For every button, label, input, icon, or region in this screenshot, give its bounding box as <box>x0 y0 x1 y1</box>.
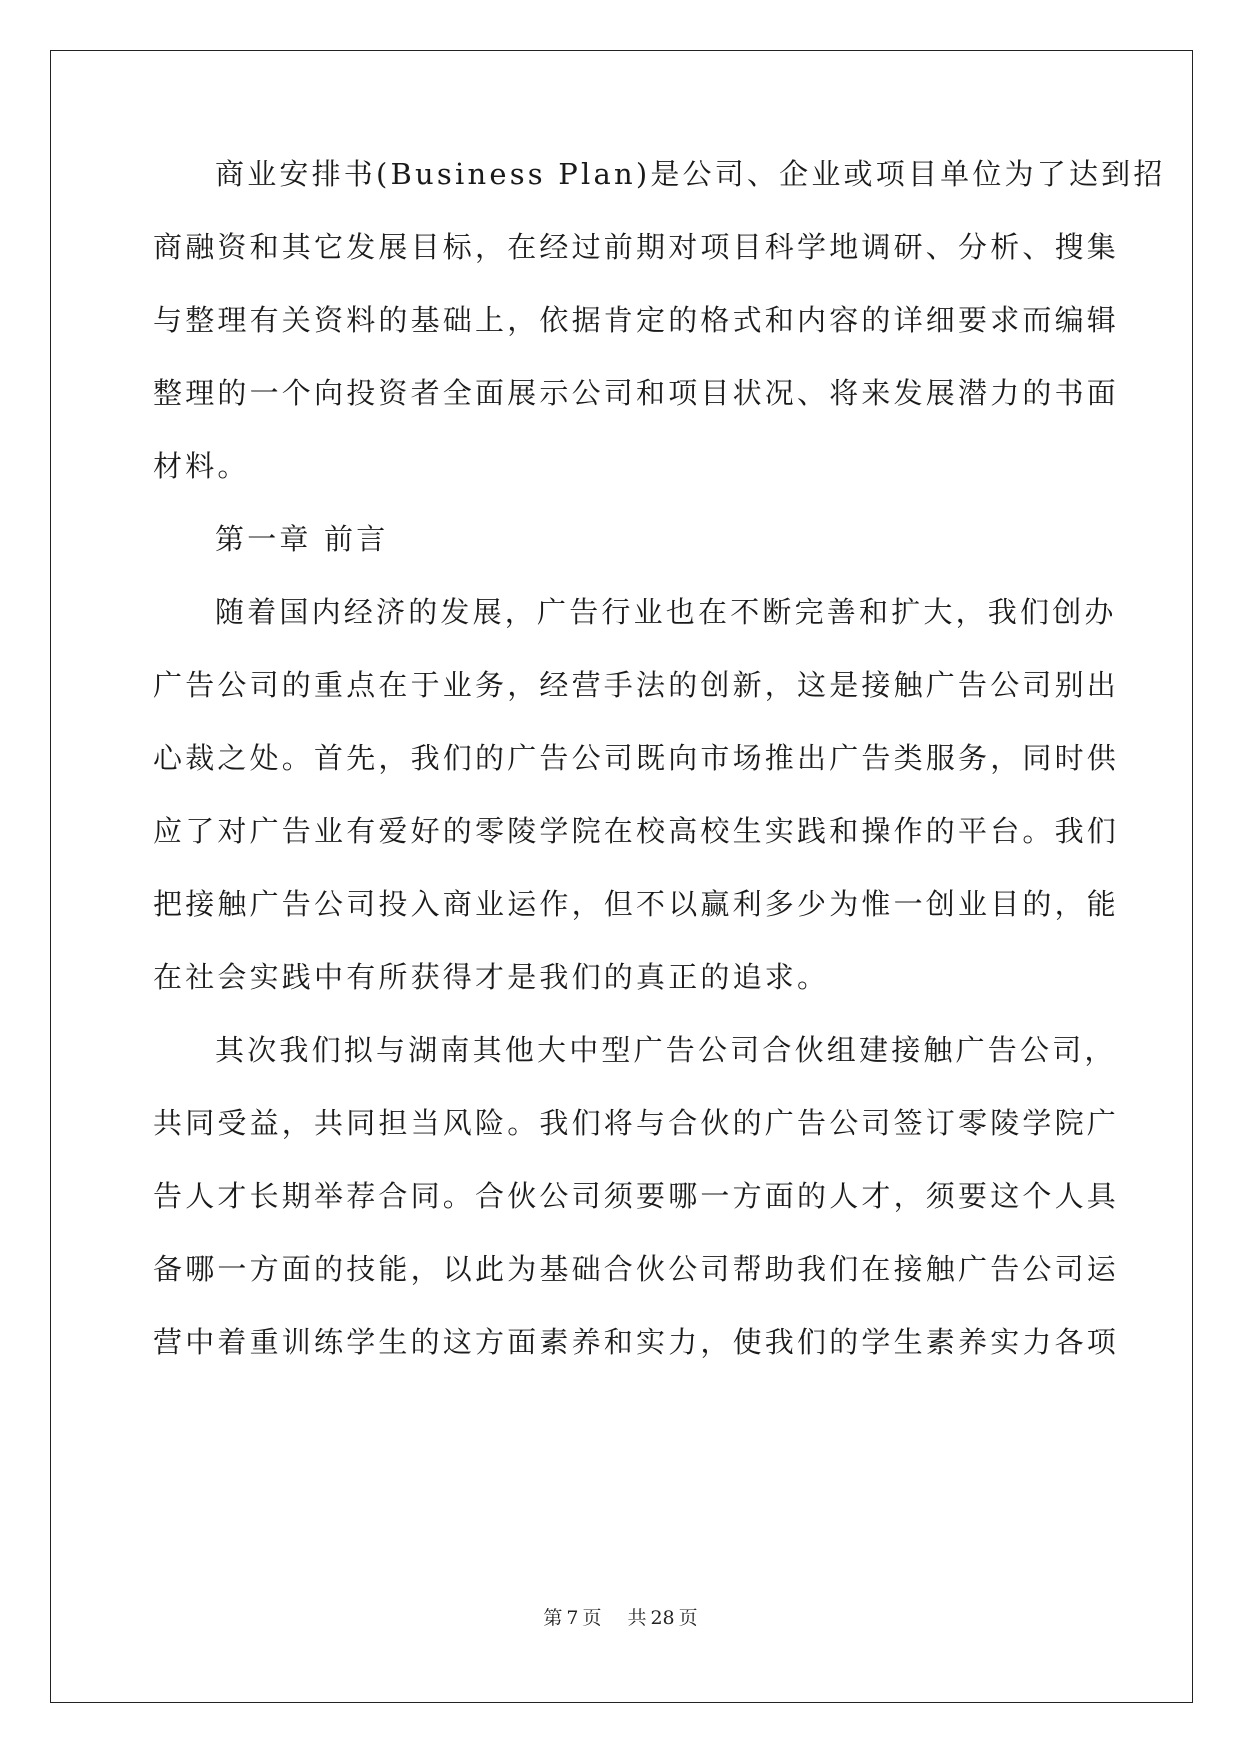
paragraph-line: 心裁之处。首先，我们的广告公司既向市场推出广告类服务，同时供 <box>153 741 1120 775</box>
paragraph-line: 应了对广告业有爱好的零陵学院在校高校生实践和操作的平台。我们 <box>153 814 1120 848</box>
paragraph-line: 商业安排书(Business Plan)是公司、企业或项目单位为了达到招 <box>215 157 1166 191</box>
paragraph-line: 共同受益，共同担当风险。我们将与合伙的广告公司签订零陵学院广 <box>153 1106 1120 1140</box>
paragraph-line: 与整理有关资料的基础上，依据肯定的格式和内容的详细要求而编辑 <box>153 303 1120 337</box>
page-footer <box>0 1606 1241 1630</box>
paragraph-line: 其次我们拟与湖南其他大中型广告公司合伙组建接触广告公司， <box>215 1033 1117 1067</box>
paragraph-line: 材料。 <box>153 449 250 483</box>
paragraph-line: 在社会实践中有所获得才是我们的真正的追求。 <box>153 960 830 994</box>
paragraph-line: 把接触广告公司投入商业运作，但不以赢利多少为惟一创业目的，能 <box>153 887 1120 921</box>
paragraph-line: 整理的一个向投资者全面展示公司和项目状况、将来发展潜力的书面 <box>153 376 1120 410</box>
paragraph-line: 营中着重训练学生的这方面素养和实力，使我们的学生素养实力各项 <box>153 1325 1120 1359</box>
paragraph-line: 广告公司的重点在于业务，经营手法的创新，这是接触广告公司别出 <box>153 668 1120 702</box>
page-border <box>50 50 1193 1703</box>
paragraph-line: 商融资和其它发展目标，在经过前期对项目科学地调研、分析、搜集 <box>153 230 1120 264</box>
total-label-prefix: 共 <box>627 1607 647 1629</box>
total-label-suffix: 页 <box>678 1607 698 1629</box>
page-label-suffix: 页 <box>582 1607 602 1629</box>
paragraph-line: 备哪一方面的技能，以此为基础合伙公司帮助我们在接触广告公司运 <box>153 1252 1120 1286</box>
paragraph-line: 告人才长期举荐合同。合伙公司须要哪一方面的人才，须要这个人具 <box>153 1179 1120 1213</box>
chapter-heading: 第一章 前言 <box>215 522 389 556</box>
total-pages: 28 <box>650 1607 675 1629</box>
paragraph-line: 随着国内经济的发展，广告行业也在不断完善和扩大，我们创办 <box>215 595 1117 629</box>
page-label-prefix: 第 <box>543 1607 563 1629</box>
page-number: 7 <box>566 1607 579 1629</box>
